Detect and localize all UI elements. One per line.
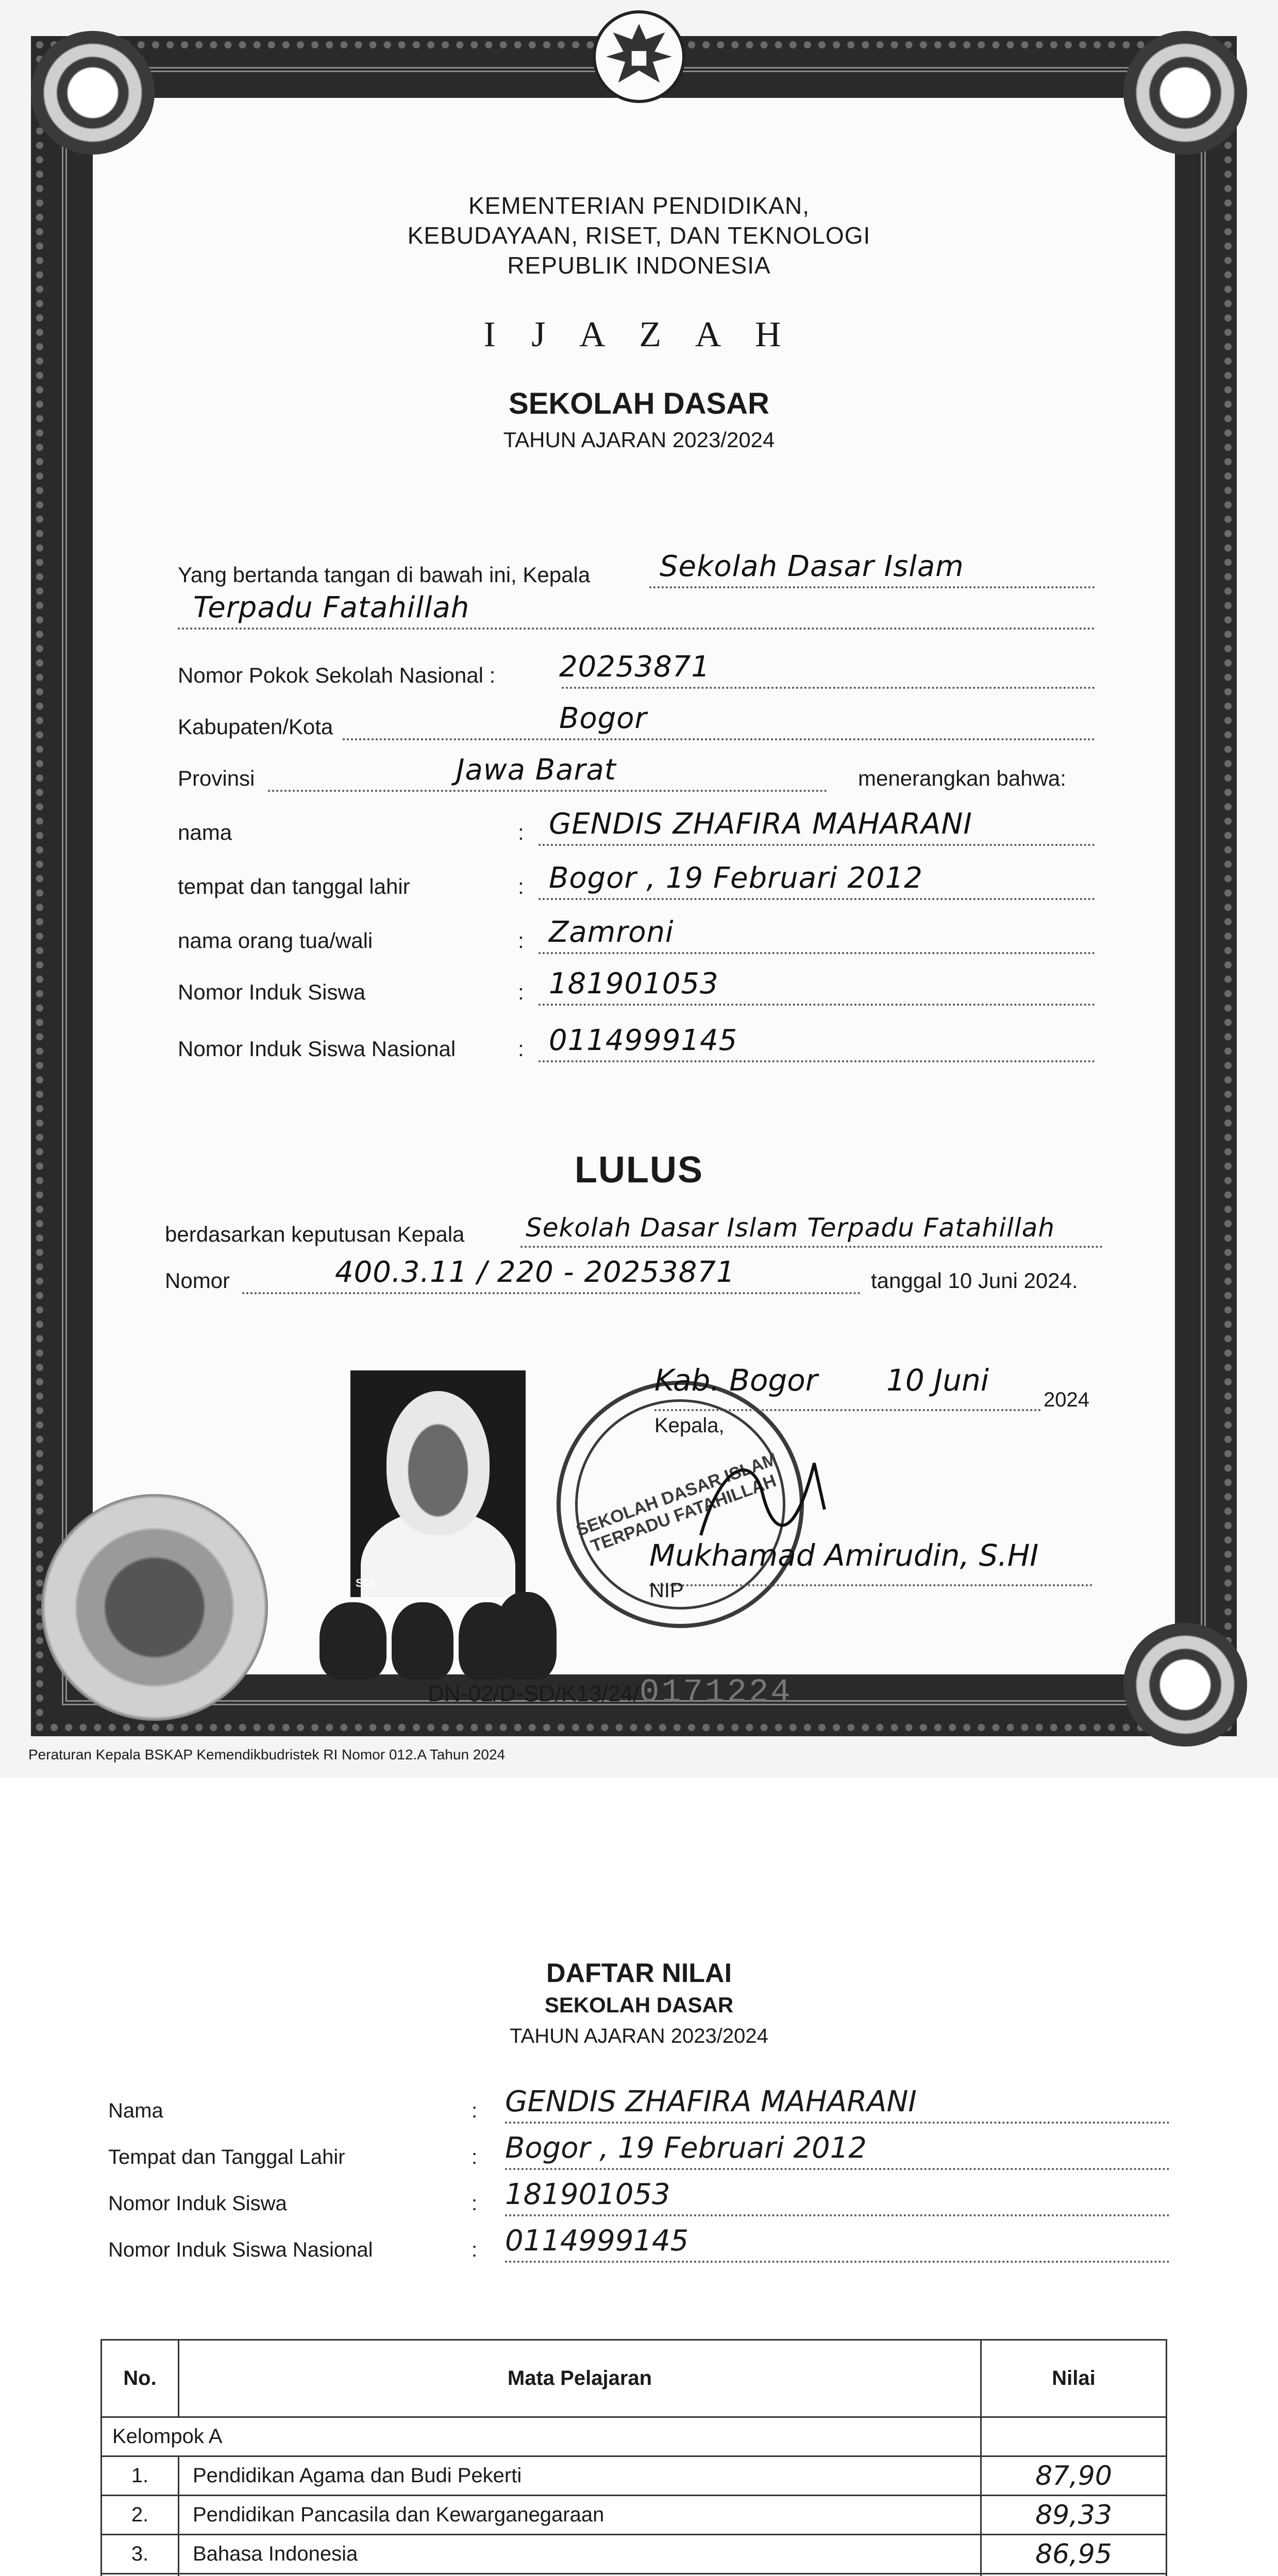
field-parent: nama orang tua/wali : Zamroni — [178, 912, 1095, 958]
province-row: Provinsi Jawa Barat menerangkan bahwa: — [178, 750, 1095, 796]
field-nisn: Nomor Induk Siswa Nasional : 0114999145 — [178, 1020, 1095, 1066]
corner-ornament-icon — [1123, 1623, 1247, 1747]
school-stamp: SEKOLAH DASAR ISLAM TERPADU FATAHILLAH — [522, 1346, 838, 1663]
document-title: I J A Z A H — [483, 315, 795, 354]
fingerprint-icon — [495, 1592, 557, 1680]
table-row — [102, 2574, 1167, 2576]
grades-header-row: No. Mata Pelajaran Nilai — [102, 2340, 1167, 2417]
hologram-seal-icon — [41, 1494, 268, 1721]
serial-number: DN-02/D-SD/K13/24/0171224 — [428, 1674, 793, 1711]
table-row: 3. Bahasa Indonesia 86,95 — [102, 2535, 1167, 2574]
grades-field-birth: Tempat dan Tanggal Lahir : Bogor , 19 Februari 2012 — [108, 2128, 1170, 2174]
daftar-nilai-page — [0, 1814, 1278, 2576]
grades-table — [100, 2339, 1167, 2576]
fingerprint-icon — [392, 1602, 453, 1680]
grades-academic-year: TAHUN AJARAN 2023/2024 — [510, 2025, 768, 2047]
group-a-row: Kelompok A — [102, 2417, 1167, 2456]
school-name-row: Terpadu Fatahillah — [178, 587, 1095, 634]
corner-ornament-icon — [1123, 31, 1247, 155]
signature-icon — [691, 1432, 845, 1551]
field-nama: nama : GENDIS ZHAFIRA MAHARANI — [178, 804, 1095, 850]
student-photo: SDI — [350, 1370, 526, 1597]
graduation-result: LULUS — [575, 1149, 703, 1191]
fingerprint-icon — [320, 1602, 386, 1680]
signatory-name: Mukhamad Amirudin, S.HI — [649, 1538, 1039, 1573]
sign-place: Kab. Bogor — [654, 1363, 818, 1398]
academic-year: TAHUN AJARAN 2023/2024 — [503, 428, 775, 452]
sign-role: Kepala, — [654, 1414, 725, 1437]
kabupaten-row: Kabupaten/Kota Bogor — [178, 698, 1095, 744]
intro-row: Yang bertanda tangan di bawah ini, Kepala Sekolah Dasar Islam — [178, 546, 1095, 592]
table-row: 2. Pendidikan Pancasila dan Kewarganegaraan 89,33 — [102, 2496, 1167, 2535]
npsn-row: Nomor Pokok Sekolah Nasional : 20253871 — [178, 647, 1095, 693]
regulation-footnote: Peraturan Kepala BSKAP Kemendikbudristek RI Nomor 012.A Tahun 2024 — [28, 1747, 506, 1762]
decree-number-row: Nomor 400.3.11 / 220 - 20253871 tanggal 10 Juni 2024. — [165, 1252, 1103, 1298]
decision-row: berdasarkan keputusan Kepala Sekolah Dasar Islam Terpadu Fatahillah — [165, 1206, 1103, 1252]
grades-field-nama: Nama : GENDIS ZHAFIRA MAHARANI — [108, 2081, 1170, 2128]
table-row: 1. Pendidikan Agama dan Budi Pekerti 87,90 — [102, 2456, 1167, 2496]
nip-label: NIP — [649, 1579, 684, 1602]
grades-school-type: SEKOLAH DASAR — [544, 1993, 734, 2017]
sign-year: 2024 — [1044, 1388, 1089, 1411]
grades-field-nisn: Nomor Induk Siswa Nasional : 0114999145 — [108, 2221, 1170, 2267]
garuda-emblem-icon — [593, 10, 685, 103]
corner-ornament-icon — [31, 31, 155, 155]
sign-date: 10 Juni — [886, 1363, 989, 1398]
grades-field-nis: Nomor Induk Siswa : 181901053 — [108, 2174, 1170, 2221]
school-name: Sekolah Dasar Islam — [660, 550, 964, 583]
field-birth: tempat dan tanggal lahir : Bogor , 19 Februari 2012 — [178, 858, 1095, 904]
ministry-heading: KEMENTERIAN PENDIDIKAN, KEBUDAYAAN, RISET, DAN TEKNOLOGI REPUBLIK INDONESIA — [407, 192, 871, 279]
school-type: SEKOLAH DASAR — [509, 387, 769, 420]
grades-title: DAFTAR NILAI — [546, 1958, 732, 1988]
field-nis: Nomor Induk Siswa : 181901053 — [178, 963, 1095, 1010]
